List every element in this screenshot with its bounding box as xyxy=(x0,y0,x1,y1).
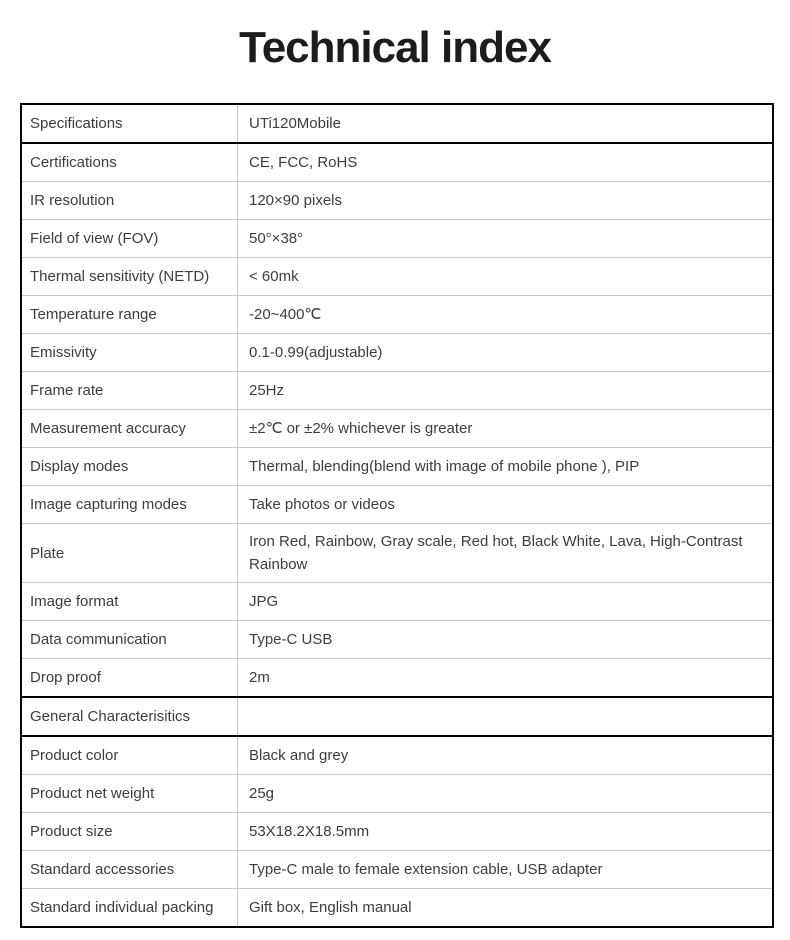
spec-label: General Characterisitics xyxy=(30,708,191,725)
spec-value-cell xyxy=(238,775,772,812)
spec-value-cell xyxy=(238,737,772,774)
spec-value-cell xyxy=(238,698,772,735)
spec-value: Gift box, English manual xyxy=(249,899,412,916)
spec-label-cell xyxy=(22,296,238,333)
spec-label: Standard individual packing xyxy=(30,899,214,916)
spec-label: Specifications xyxy=(30,115,123,132)
spec-value-cell xyxy=(238,334,772,371)
table-row xyxy=(22,220,772,258)
spec-label-cell xyxy=(22,621,238,658)
spec-value: 25g xyxy=(249,785,275,802)
spec-label: Certifications xyxy=(30,154,117,171)
table-row xyxy=(22,851,772,889)
spec-label: Plate xyxy=(30,544,65,562)
spec-label-cell xyxy=(22,813,238,850)
table-row xyxy=(22,372,772,410)
spec-value: Type-C USB xyxy=(249,631,333,648)
spec-value-cell xyxy=(238,105,772,142)
spec-value: ±2℃ or ±2% whichever is greater xyxy=(249,420,473,437)
spec-label-cell xyxy=(22,105,238,142)
spec-label: Drop proof xyxy=(30,669,101,686)
table-row xyxy=(22,813,772,851)
spec-label-cell xyxy=(22,258,238,295)
table-row xyxy=(22,524,772,583)
spec-value-cell xyxy=(238,889,772,926)
table-row xyxy=(22,583,772,621)
table-row xyxy=(22,105,772,144)
page-title: Technical index xyxy=(239,23,551,72)
spec-label: Measurement accuracy xyxy=(30,420,186,437)
spec-label: Product size xyxy=(30,823,113,840)
spec-value: 25Hz xyxy=(249,382,285,399)
spec-value: CE, FCC, RoHS xyxy=(249,154,358,171)
spec-label: Temperature range xyxy=(30,306,157,323)
spec-label: Standard accessories xyxy=(30,861,175,878)
spec-label-cell xyxy=(22,220,238,257)
table-row xyxy=(22,258,772,296)
spec-label-cell xyxy=(22,334,238,371)
spec-label: IR resolution xyxy=(30,192,115,209)
table-row xyxy=(22,410,772,448)
spec-value-cell xyxy=(238,813,772,850)
spec-label: Image capturing modes xyxy=(30,496,187,513)
spec-label-cell xyxy=(22,182,238,219)
spec-label-cell xyxy=(22,889,238,926)
spec-value-cell xyxy=(238,448,772,485)
spec-label-cell xyxy=(22,659,238,696)
table-row xyxy=(22,334,772,372)
spec-value: Black and grey xyxy=(249,747,349,764)
spec-value: 120×90 pixels xyxy=(249,192,342,209)
spec-label-cell xyxy=(22,448,238,485)
spec-value-cell xyxy=(238,296,772,333)
spec-value: Iron Red, Rainbow, Gray scale, Red hot, Black White, Lava, High-Contrast Rainbow xyxy=(249,533,743,573)
spec-label-cell xyxy=(22,737,238,774)
table-row xyxy=(22,296,772,334)
table-row xyxy=(22,775,772,813)
spec-table xyxy=(20,103,774,928)
spec-label: Thermal sensitivity (NETD) xyxy=(30,268,210,285)
spec-label-cell xyxy=(22,144,238,181)
spec-label: Display modes xyxy=(30,458,129,475)
spec-value: 0.1-0.99(adjustable) xyxy=(249,344,383,361)
spec-value-cell xyxy=(238,851,772,888)
spec-value: JPG xyxy=(249,593,279,610)
spec-label-cell xyxy=(22,698,238,735)
spec-label: Field of view (FOV) xyxy=(30,230,159,247)
table-row xyxy=(22,889,772,926)
spec-value: < 60mk xyxy=(249,268,299,285)
spec-value-cell xyxy=(238,144,772,181)
table-row xyxy=(22,182,772,220)
spec-value-cell xyxy=(238,621,772,658)
spec-value: 2m xyxy=(249,669,270,686)
spec-value: -20~400℃ xyxy=(249,306,322,323)
table-row xyxy=(22,621,772,659)
spec-value: Thermal, blending(blend with image of mobile phone ), PIP xyxy=(249,458,640,475)
spec-value-cell xyxy=(238,182,772,219)
table-row xyxy=(22,144,772,182)
spec-label-cell xyxy=(22,372,238,409)
table-row xyxy=(22,698,772,737)
spec-label: Image format xyxy=(30,593,119,610)
spec-value-cell xyxy=(238,220,772,257)
spec-label: Emissivity xyxy=(30,344,97,361)
spec-value: Type-C male to female extension cable, USB adapter xyxy=(249,861,603,878)
spec-label: Product color xyxy=(30,747,119,764)
spec-label-cell xyxy=(22,583,238,620)
spec-label: Frame rate xyxy=(30,382,104,399)
table-row xyxy=(22,486,772,524)
spec-value: 53X18.2X18.5mm xyxy=(249,823,370,840)
spec-label-cell xyxy=(22,524,238,582)
spec-label-cell xyxy=(22,410,238,447)
spec-value-cell xyxy=(238,659,772,696)
table-row xyxy=(22,737,772,775)
spec-value-cell xyxy=(238,258,772,295)
spec-value-cell xyxy=(238,410,772,447)
spec-value: UTi120Mobile xyxy=(249,115,341,132)
table-row xyxy=(22,448,772,486)
spec-label-cell xyxy=(22,851,238,888)
spec-value: Take photos or videos xyxy=(249,496,395,513)
spec-value-cell xyxy=(238,486,772,523)
spec-label-cell xyxy=(22,486,238,523)
spec-label: Data communication xyxy=(30,631,167,648)
spec-value-cell xyxy=(238,524,772,582)
spec-value-cell xyxy=(238,372,772,409)
spec-value-cell xyxy=(238,583,772,620)
spec-label: Product net weight xyxy=(30,785,155,802)
spec-value: 50°×38° xyxy=(249,230,304,247)
spec-label-cell xyxy=(22,775,238,812)
table-row xyxy=(22,659,772,698)
